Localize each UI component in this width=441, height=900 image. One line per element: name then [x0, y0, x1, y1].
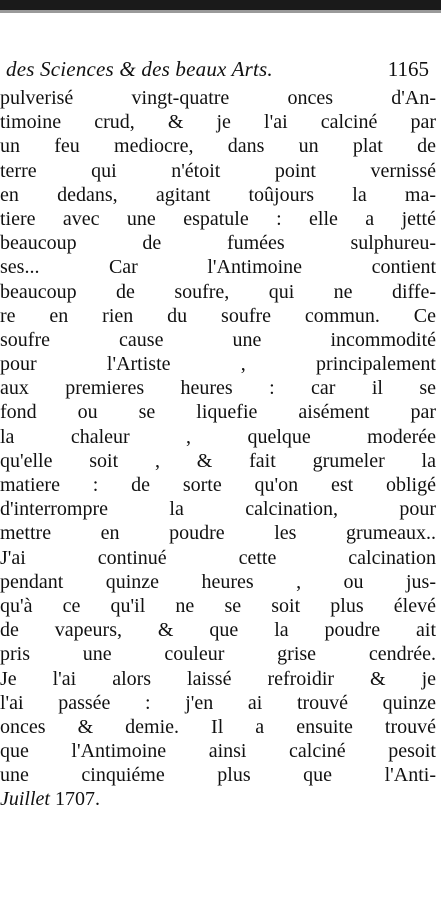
text-line: d'interrompre la calcination, pour [0, 498, 436, 521]
text-line: re en rien du soufre commun. Ce [0, 304, 436, 327]
text-line: qu'elle soit , & fait grumeler la [0, 449, 436, 472]
text-line: timoine crud, & je l'ai calciné par [0, 111, 436, 134]
running-title: des Sciences & des beaux Arts. [6, 57, 273, 81]
text-line: terre qui n'étoit point vernissé [0, 159, 436, 182]
text-line: matiere : de sorte qu'on est obligé [0, 474, 436, 496]
page-number: 1165 [387, 57, 429, 81]
running-header [6, 52, 431, 86]
text-line: la chaleur , quelque moderée [0, 425, 436, 448]
body-text [0, 86, 436, 812]
text-line: soufre cause une incommodité [0, 328, 436, 351]
text-line: pulverisé vingt-quatre onces d'An- [0, 87, 436, 109]
text-line: pendant quinze heures , ou jus- [0, 570, 436, 593]
text-line: beaucoup de soufre, qui ne diffe- [0, 280, 436, 303]
text-line: fond ou se liquefie aisément par [0, 401, 436, 424]
text-line: onces & demie. Il a ensuite trouvé [0, 715, 436, 738]
text-line: mettre en poudre les grumeaux.. [0, 522, 436, 545]
text-line: de vapeurs, & que la poudre ait [0, 619, 436, 642]
footer-line [0, 787, 436, 811]
footer-month: Juillet [0, 788, 50, 811]
text-line: l'ai passée : j'en ai trouvé quinze [0, 691, 436, 714]
text-line: en dedans, agitant toûjours la ma- [0, 183, 436, 206]
text-line: ses... Car l'Antimoine contient [0, 256, 436, 279]
text-line: un feu mediocre, dans un plat de [0, 135, 436, 158]
footer-year: 1707. [54, 788, 100, 811]
text-line: J'ai continué cette calcination [0, 546, 436, 569]
text-line: qu'à ce qu'il ne se soit plus élevé [0, 594, 436, 617]
text-line: beaucoup de fumées sulphureu- [0, 232, 436, 255]
text-line: que l'Antimoine ainsi calciné pesoit [0, 740, 436, 763]
text-line: pris une couleur grise cendrée. [0, 643, 436, 666]
text-line: une cinquiéme plus que l'Anti- [0, 764, 436, 787]
text-line: tiere avec une espatule : elle a jetté [0, 207, 436, 230]
text-line: aux premieres heures : car il se [0, 377, 436, 400]
text-line: pour l'Artiste , principalement [0, 353, 436, 376]
text-line: Je l'ai alors laissé refroidir & je [0, 667, 436, 690]
